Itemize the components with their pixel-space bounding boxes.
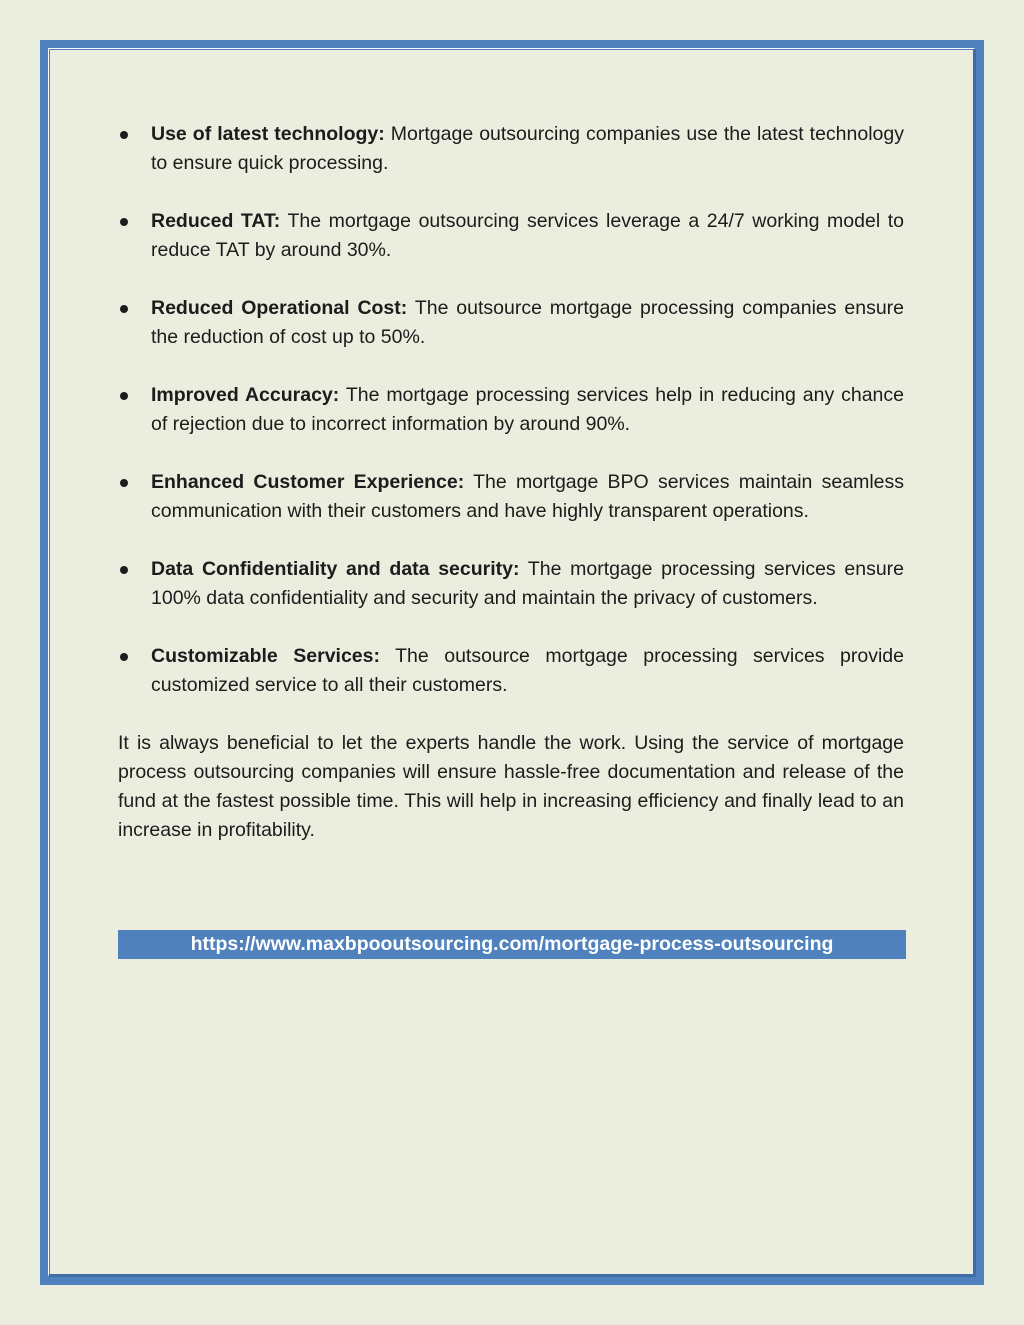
bullet-text: The outsource mortgage processing services provide customized service to all their customers.	[151, 645, 904, 696]
bullet-icon	[120, 305, 128, 313]
bullet-icon	[120, 392, 128, 400]
bullet-icon	[120, 218, 128, 226]
list-item	[118, 642, 904, 700]
list-item	[118, 555, 904, 613]
bullet-text: Mortgage outsourcing companies use the latest technology to ensure quick processing.	[151, 123, 904, 174]
bullet-text: The mortgage processing services help in reducing any chance of rejection due to incorrect information by around 90%.	[151, 384, 904, 435]
document-body	[118, 120, 904, 845]
bullet-text: The mortgage outsourcing services leverage a 24/7 working model to reduce TAT by around 30%.	[151, 210, 904, 261]
bullet-term: Data Confidentiality and data security:	[151, 558, 520, 580]
bullet-icon	[120, 566, 128, 574]
bullet-term: Reduced TAT:	[151, 210, 281, 232]
bullet-term: Improved Accuracy:	[151, 384, 340, 406]
bullet-term: Customizable Services:	[151, 645, 380, 667]
closing-paragraph: It is always beneficial to let the experts handle the work. Using the service of mortgage process outsourcing companies will ensure hassle-free documentation and release of the fund at the fastest possible time. This will help in increasing efficiency and finally lead to an increase in profitability.	[118, 732, 904, 841]
bullet-term: Enhanced Customer Experience:	[151, 471, 465, 493]
bullet-text: The mortgage processing services ensure 100% data confidentiality and security and maintain the privacy of customers.	[151, 558, 904, 609]
bullet-text: The mortgage BPO services maintain seamless communication with their customers and have highly transparent operations.	[151, 471, 904, 522]
list-item	[118, 468, 904, 526]
website-link[interactable]: https://www.maxbpooutsourcing.com/mortgage-process-outsourcing	[118, 930, 906, 959]
bullet-text: The outsource mortgage processing companies ensure the reduction of cost up to 50%.	[151, 297, 904, 348]
bullet-term: Use of latest technology:	[151, 123, 385, 145]
list-item	[118, 294, 904, 352]
bullet-term: Reduced Operational Cost:	[151, 297, 408, 319]
list-item	[118, 381, 904, 439]
list-item	[118, 120, 904, 178]
bullet-icon	[120, 653, 128, 661]
list-item	[118, 207, 904, 265]
bullet-icon	[120, 479, 128, 487]
bullet-icon	[120, 131, 128, 139]
benefits-list	[118, 120, 904, 700]
